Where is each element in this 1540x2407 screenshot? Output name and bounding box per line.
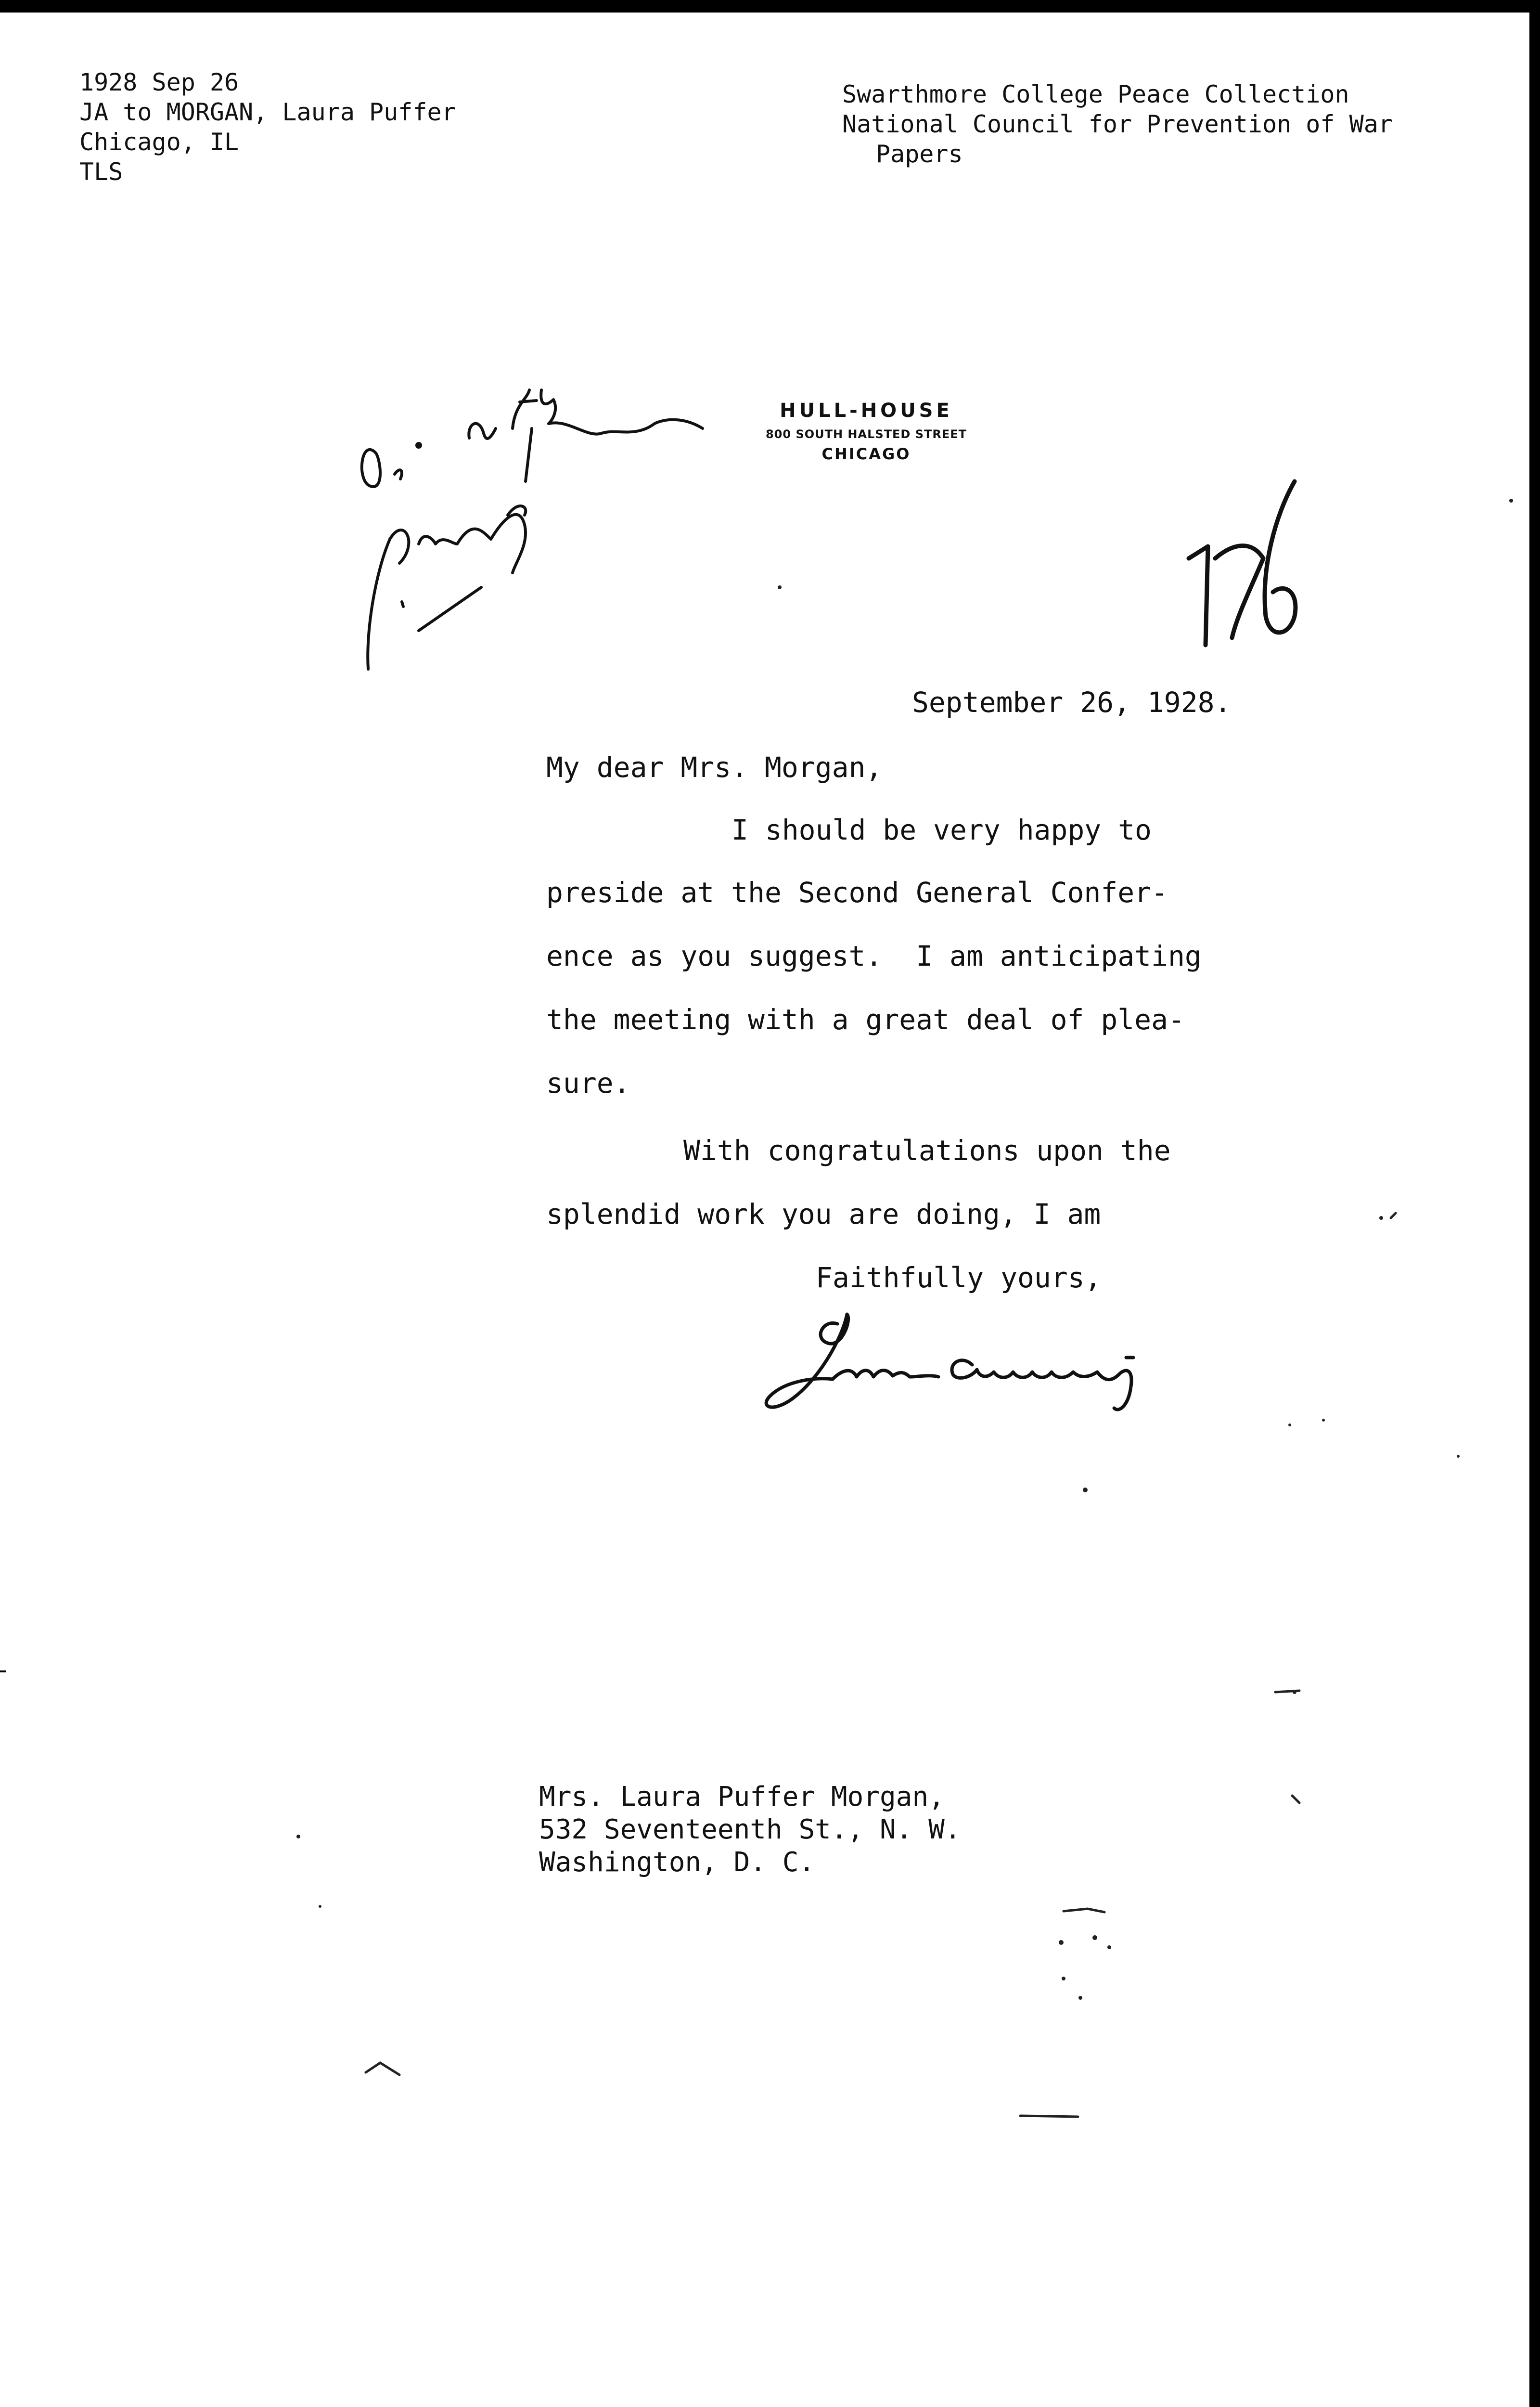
- body-line-4: the meeting with a great deal of plea-: [546, 1003, 1185, 1036]
- body-line-7: splendid work you are doing, I am: [546, 1198, 1101, 1230]
- body-line-6: With congratulations upon the: [683, 1134, 1171, 1167]
- body-line-2: preside at the Second General Confer-: [546, 876, 1168, 909]
- letterhead-name: HULL-HOUSE: [780, 400, 953, 422]
- letterhead-city: CHICAGO: [821, 445, 911, 463]
- body-line-1: I should be very happy to: [732, 814, 1152, 846]
- letterhead-street: 800 SOUTH HALSTED STREET: [765, 427, 967, 441]
- body-line-3: ence as you suggest. I am anticipating: [546, 940, 1202, 972]
- closing: Faithfully yours,: [816, 1261, 1102, 1294]
- letter-date: September 26, 1928.: [912, 686, 1232, 719]
- collection-series-cont: Papers: [876, 140, 963, 168]
- catalog-type: TLS: [79, 158, 123, 186]
- recipient-name: Mrs. Laura Puffer Morgan,: [539, 1781, 945, 1812]
- collection-series: National Council for Prevention of War: [842, 110, 1393, 138]
- body-line-5: sure.: [546, 1067, 630, 1100]
- catalog-place: Chicago, IL: [79, 128, 239, 156]
- recipient-street: 532 Seventeenth St., N. W.: [539, 1814, 961, 1845]
- catalog-date: 1928 Sep 26: [79, 68, 239, 96]
- recipient-city: Washington, D. C.: [539, 1847, 815, 1878]
- collection-name: Swarthmore College Peace Collection: [842, 80, 1349, 108]
- catalog-correspondents: JA to MORGAN, Laura Puffer: [79, 98, 456, 126]
- salutation: My dear Mrs. Morgan,: [546, 751, 883, 784]
